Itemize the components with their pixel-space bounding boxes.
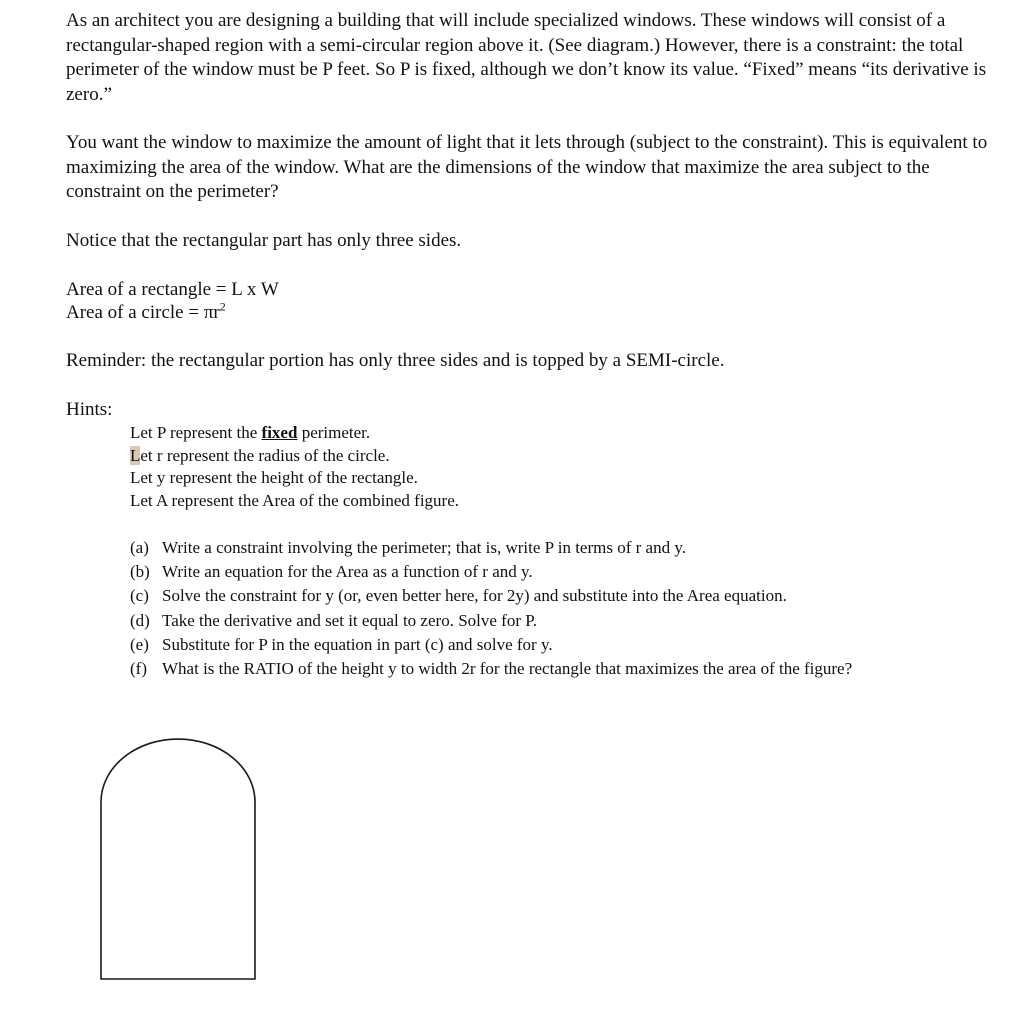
question-list	[130, 536, 1001, 681]
question-item	[130, 633, 1001, 657]
question-text: Solve the constraint for y (or, even better here, for 2y) and substitute into the Area equation.	[162, 586, 787, 606]
question-item	[130, 584, 1001, 608]
area-formulas	[66, 278, 1001, 324]
question-item	[130, 560, 1001, 584]
hint-area: Let A represent the Area of the combined figure.	[130, 490, 460, 510]
hint-radius-marked-letter: L	[130, 445, 141, 465]
question-item	[130, 536, 1001, 560]
question-item	[130, 657, 1001, 681]
hint-perimeter-after: perimeter.	[297, 423, 371, 442]
question-text: Substitute for P in the equation in part (c) and solve for y.	[162, 634, 553, 654]
window-diagram	[98, 736, 258, 982]
question-label: (f)	[130, 659, 147, 679]
hint-perimeter	[130, 422, 1001, 445]
circle-area-exponent: 2	[219, 299, 226, 314]
circle-area-formula	[66, 301, 1001, 324]
hint-radius	[130, 445, 1001, 468]
question-text: Write an equation for the Area as a function of r and y.	[162, 562, 533, 582]
intro-paragraph: As an architect you are designing a building that will include specialized windows. These windows will consist of a rectangular-shaped region with a semi-circular region above it. (See diagram.) However, there is a constraint: the total perimeter of the window must be P feet. So P is fixed, although we don’t know its value. “Fixed” means “its derivative is zero.”	[66, 10, 987, 105]
rectangle-area-formula: Area of a rectangle = L x W	[66, 279, 279, 300]
notice-paragraph: Notice that the rectangular part has only three sides.	[66, 229, 462, 251]
hints-label: Hints:	[66, 398, 113, 420]
question-label: (b)	[130, 562, 150, 582]
goal-paragraph: You want the window to maximize the amount of light that it lets through (subject to the constraint). This is equivalent to maximizing the area of the window. What are the dimensions of the window that maximize the area subject to the constraint on the perimeter?	[66, 132, 988, 202]
window-outline	[101, 739, 255, 979]
question-text: Write a constraint involving the perimeter; that is, write P in terms of r and y.	[162, 538, 686, 557]
question-label: (c)	[130, 586, 149, 606]
hint-perimeter-before: Let P represent the	[130, 423, 262, 442]
reminder-paragraph: Reminder: the rectangular portion has only three sides and is topped by a SEMI-circle.	[66, 350, 725, 371]
hint-fixed-word: fixed	[261, 423, 298, 442]
document-page	[66, 9, 1001, 697]
question-label: (a)	[130, 538, 149, 557]
hint-height: Let y represent the height of the rectangle.	[130, 468, 418, 487]
question-label: (e)	[130, 634, 149, 654]
question-label: (d)	[130, 610, 150, 630]
question-item	[130, 609, 1001, 633]
hints-list	[130, 422, 1001, 512]
question-text: What is the RATIO of the height y to width 2r for the rectangle that maximizes the area of the figure?	[162, 659, 853, 679]
hint-radius-rest: et r represent the radius of the circle.	[140, 445, 390, 465]
circle-area-text: Area of a circle = πr	[66, 302, 220, 323]
question-text: Take the derivative and set it equal to zero. Solve for P.	[162, 610, 538, 630]
